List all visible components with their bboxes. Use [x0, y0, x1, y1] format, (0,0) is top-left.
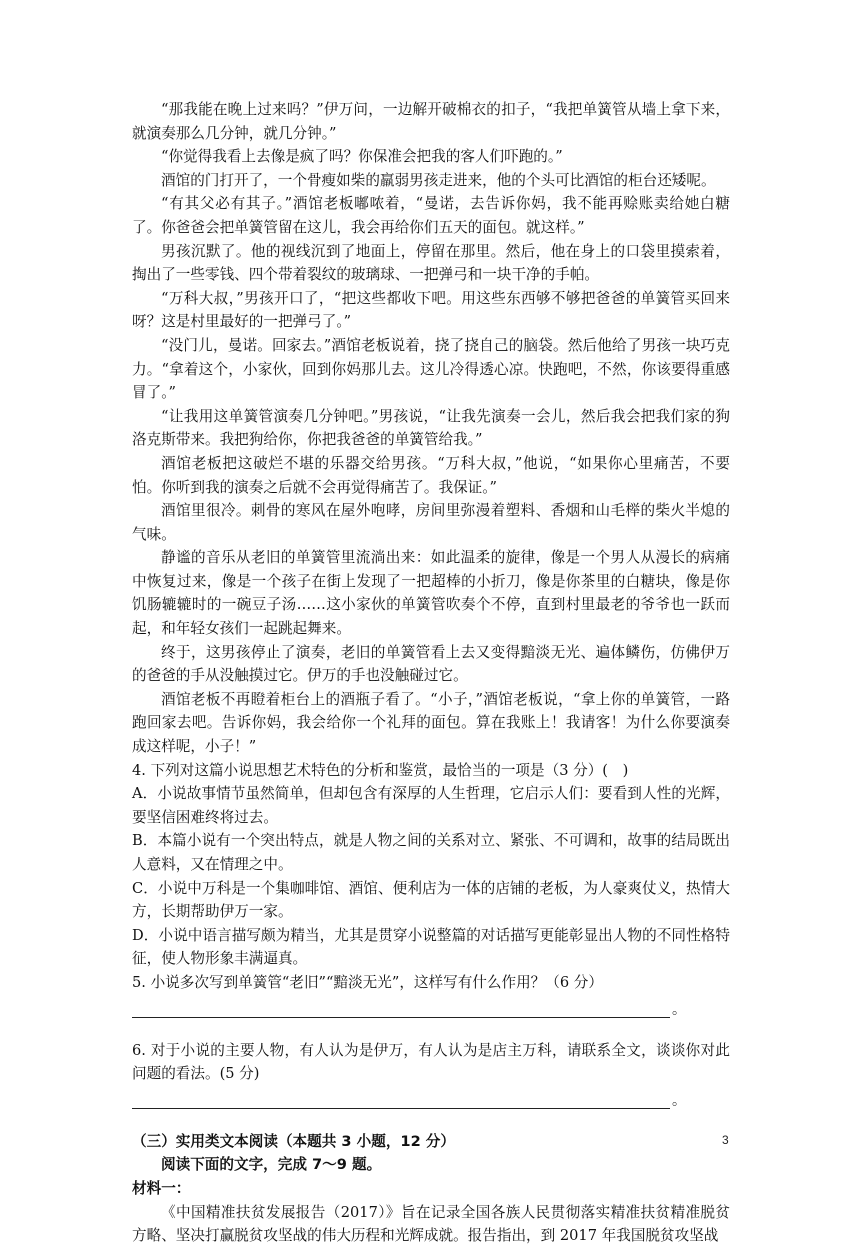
answer-end-mark: 。: [672, 1001, 686, 1018]
answer-line: [132, 1108, 670, 1109]
question-4-option-a: A．小说故事情节虽然简单，但却包含有深厚的人生哲理，它启示人们：要看到人性的光辉，要坚信困难终将过去。: [132, 785, 730, 826]
answer-line: [132, 1017, 670, 1018]
answer-end-mark: 。: [672, 1092, 686, 1109]
question-5-answer-area[interactable]: [132, 1001, 730, 1019]
document-body: [132, 98, 730, 1248]
story-paragraph: 终于，这男孩停止了演奏，老旧的单簧管看上去又变得黯淡无光、遍体鳞伤，仿佛伊万的爸爸的手从没触摸过它。伊万的手也没触碰过它。: [132, 643, 730, 685]
page-number: 3: [722, 1133, 729, 1147]
question-5-stem: 5. 小说多次写到单簧管“老旧”“黯淡无光”，这样写有什么作用？（6 分）: [132, 973, 603, 991]
section-3-heading: （三）实用类文本阅读（本题共 3 小题，12 分）: [132, 1132, 455, 1150]
material-1-text: 《中国精准扶贫发展报告（2017）》旨在记录全国各族人民贯彻落实精准扶贫精准脱贫方略、坚决打赢脱贫攻坚战的伟大历程和光辉成就。报告指出，到 2017 年我国脱贫攻坚战: [132, 1203, 730, 1245]
section-3-instruction: 阅读下面的文字，完成 7～9 题。: [161, 1156, 382, 1174]
question-4-option-b: B．本篇小说有一个突出特点，就是人物之间的关系对立、紧张、不可调和，故事的结局既出人意料，又在情理之中。: [132, 832, 730, 873]
story-paragraph: 静谧的音乐从老旧的单簧管里流淌出来：如此温柔的旋律，像是一个男人从漫长的病痛中恢复过来，像是一个孩子在街上发现了一把超棒的小折刀，像是你茶里的白糖块，像是你饥肠辘辘时的一碗豆子汤……这小家伙的单簧管吹奏个不停，直到村里最老的爷爷也一跃而起，和年轻女孩们一起跳起舞来。: [132, 549, 730, 638]
question-6-stem: 6. 对于小说的主要人物，有人认为是伊万，有人认为是店主万科，请联系全文，谈谈你对此问题的看法。(5 分): [132, 1041, 730, 1083]
story-paragraph: “让我用这单簧管演奏几分钟吧。”男孩说，“让我先演奏一会儿，然后我会把我们家的狗洛克斯带来。我把狗给你，你把我爸爸的单簧管给我。”: [132, 407, 730, 449]
question-4-option-c: C．小说中万科是一个集咖啡馆、酒馆、便利店为一体的店铺的老板，为人豪爽仗义，热情大方，长期帮助伊万一家。: [132, 879, 730, 921]
story-paragraph: 酒馆老板把这破烂不堪的乐器交给男孩。“万科大叔，”他说，“如果你心里痛苦，不要怕。你听到我的演奏之后就不会再觉得痛苦了。我保证。”: [132, 454, 730, 496]
material-1-label: 材料一：: [132, 1179, 191, 1197]
story-paragraph: 酒馆里很冷。刺骨的寒风在屋外咆哮，房间里弥漫着塑料、香烟和山毛榉的柴火半熄的气味。: [132, 502, 730, 543]
question-4-stem: 4. 下列对这篇小说思想艺术特色的分析和鉴赏，最恰当的一项是（3 分）( ): [132, 761, 629, 779]
story-paragraph: 男孩沉默了。他的视线沉到了地面上，停留在那里。然后，他在身上的口袋里摸索着，掏出了一些零钱、四个带着裂纹的玻璃球、一把弹弓和一块干净的手帕。: [132, 242, 730, 284]
story-paragraph: 酒馆老板不再瞪着柜台上的酒瓶子看了。“小子，”酒馆老板说，“拿上你的单簧管，一路跑回家去吧。告诉你妈，我会给你一个礼拜的面包。算在我账上！我请客！为什么你要演奏成这样呢，小子！”: [132, 690, 730, 756]
story-paragraph: “那我能在晚上过来吗？”伊万问，一边解开破棉衣的扣子，“我把单簧管从墙上拿下来，就演奏那么几分钟，就几分钟。”: [132, 101, 730, 142]
story-paragraph: “没门儿，曼诺。回家去。”酒馆老板说着，挠了挠自己的脑袋。然后他给了男孩一块巧克力。“拿着这个，小家伙，回到你妈那儿去。这儿冷得透心凉。快跑吧，不然，你该要得重感冒了。”: [132, 336, 730, 402]
story-paragraph: 酒馆的门打开了，一个骨瘦如柴的羸弱男孩走进来，他的个头可比酒馆的柜台还矮呢。: [161, 171, 716, 189]
story-paragraph: “你觉得我看上去像是疯了吗？你保准会把我的客人们吓跑的。”: [161, 148, 563, 166]
story-paragraph: “万科大叔，”男孩开口了，“把这些都收下吧。用这些东西够不够把爸爸的单簧管买回来呀？这是村里最好的一把弹弓了。”: [132, 289, 730, 331]
story-paragraph: “有其父必有其子。”酒馆老板嘟哝着，“曼诺，去告诉你妈，我不能再赊账卖给她白糖了。你爸爸会把单簧管留在这儿，我会再给你们五天的面包。就这样。”: [132, 195, 730, 236]
question-4-option-d: D．小说中语言描写颇为精当，尤其是贯穿小说整篇的对话描写更能彰显出人物的不同性格特征，使人物形象丰满逼真。: [132, 926, 730, 968]
question-6-answer-area[interactable]: [132, 1092, 730, 1110]
